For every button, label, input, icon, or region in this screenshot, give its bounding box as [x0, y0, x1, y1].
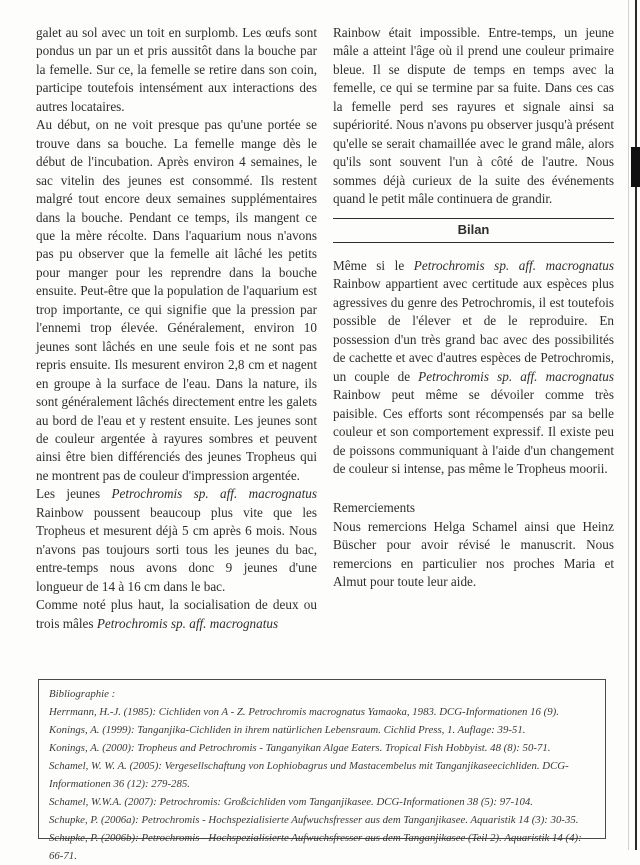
section-heading-block	[333, 218, 614, 243]
acknowledgements-heading: Remerciements	[333, 500, 416, 516]
paragraph-incubation: Au début, on ne voit presque pas qu'une portée se trouve dans sa bouche. La femelle mange dès le début de l'incubation. Après environ 4 semaines, le sac vitelin des jeunes est consommé. Ils restent malgré tout encore deux semaines supplémentaires dans la bouche. Pendant ce temps, ils mangent ce que la mère récolte. Dans l'aquarium nous n'avons pas pu observer que la femelle ait lâché les petits pour manger pour les reprendre dans la bouche ensuite. Peut-être que la population de l'aquarium est trop importante, ce qui signifie que la pression par l'ennemi trop élevée. Généralement, environ 10 jeunes sont lâchés en une seule fois et ne sont pas repris ensuite. Ils mesurent environ 2,8 cm et nagent en groupe à la surface de l'eau. Dans la nature, ils sont généralement lâchés directement entre les galets au bord de l'eau et y restent ensuite. Les jeunes sont de couleur argentée à rayures sombres et peuvent ainsi être bien différenciés des jeunes Tropheus qui ne montrent pas de couleur d'impression argentée.	[36, 117, 317, 483]
scan-edge-line-dark	[635, 0, 637, 850]
species-name: Petrochromis sp. aff. macrognatus	[96, 615, 279, 631]
text-segment: Rainbow peut même se dévoiler comme très paisible. Ces efforts sont récompensés par sa belle couleur et son comportement expressif. Il existe peu de poissons communiquant à l'aide d'un changement de couleur si intense, pas même le Tropheus moorii.	[333, 387, 614, 476]
section-title-bilan: Bilan	[457, 221, 490, 237]
scan-edge-mark	[631, 147, 640, 187]
bibliography-entry: Konings, A. (1999): Tanganjika-Cichliden in ihrem natürlichen Lebensraum. Cichlid Press, 1. Auflage: 39-51.	[49, 724, 526, 736]
article-body	[36, 24, 614, 633]
bibliography-title: Bibliographie :	[49, 688, 116, 700]
right-column	[333, 24, 614, 633]
paragraph-acknowledgements: Nous remercions Helga Schamel ainsi que Heinz Büscher pour avoir révisé le manuscrit. Nous remercions en particulier nos proches Maria et Almut pour toute leur aide.	[333, 518, 614, 590]
species-name: Petrochromis sp. aff. macrognatus	[111, 486, 317, 502]
species-name: Petrochromis sp. aff. macrognatus	[418, 368, 614, 384]
text-segment: Comme noté plus haut, la socialisation de deux ou trois mâles	[36, 597, 317, 631]
paragraph-male-colour: Rainbow était impossible. Entre-temps, un jeune mâle a atteint l'âge où il prend une couleur primaire bleue. Il se dispute de temps en temps avec la femelle, ce qui se termine par sa fuite. Dans ces cas la femelle perd ses rayures et signale ainsi sa supériorité. Nous n'avons pu observer jusqu'à présent qu'elle se serait chamaillée avec le grand mâle, alors qu'ils sont souvent l'un à côté de l'autre. Nous sommes déjà curieux de la suite des événements quand le petit mâle continuera de grandir.	[333, 25, 614, 207]
text-segment: Même si le	[333, 257, 414, 273]
bibliography-entry: Konings, A. (2000): Tropheus and Petrochromis - Tanganyikan Algae Eaters. Tropical Fish Hobbyist. 48 (8): 50-71.	[49, 742, 551, 754]
paragraph-spawning: galet au sol avec un toit en surplomb. Les œufs sont pondus un par un et pris aussitôt dans la bouche par la femelle. Sur ce, la femelle se retire dans son coin, participe toutefois intensément aux interactions des autres locataires.	[36, 25, 317, 114]
bibliography-entry: Schupke, P. (2006a): Petrochromis - Hochspezialisierte Aufwuchsfresser aus dem Tanganjikasee. Aquaristik 14 (3): 30-35.	[49, 814, 579, 826]
text-segment: Rainbow poussent beaucoup plus vite que les Tropheus et mesurent déjà 5 cm après 6 mois. Nous n'avons pas toujours sorti tous les jeunes du bac, entre-temps nous avons donc 9 jeunes d'une longueur de 14 à 16 cm dans le bac.	[36, 504, 317, 594]
bibliography-entry: Herrmann, H.-J. (1985): Cichliden von A - Z. Petrochromis macrognatus Yamaoka, 1983. DCG-Informationen 16 (9).	[49, 706, 559, 718]
bibliography-entry: Schamel, W. W. A. (2005): Vergesellschaftung von Lophiobagrus und Mastacembelus mit Tanganjikaseecichliden. DCG-Informationen 36 (12): 279-285.	[49, 760, 569, 790]
text-segment: Rainbow appartient avec certitude aux espèces plus agressives du genre des Petrochromis, il est toutefois possible de l'élever et de le reproduire. En possession d'un très grand bac avec des possibilités de cachette et avec d'autres espèces de Petrochromis, un couple de	[333, 276, 614, 384]
text-segment: Les jeunes	[36, 486, 112, 502]
bibliography-box	[38, 679, 606, 862]
acknowledgements-block	[333, 499, 614, 591]
paragraph-socialisation	[36, 596, 317, 633]
heading-rule-bottom	[333, 242, 614, 243]
left-column	[36, 24, 317, 633]
species-name: Petrochromis sp. aff. macrognatus	[413, 257, 614, 273]
paragraph-conclusion	[333, 257, 614, 478]
bibliography-entry: Schamel, W.W.A. (2007): Petrochromis: Großcichliden vom Tanganjikasee. DCG-Informationen 38 (5): 97-104.	[49, 796, 533, 808]
paragraph-juveniles-growth	[36, 485, 317, 596]
scan-edge-line-light	[628, 0, 629, 850]
bibliography-entry: Schupke, P. (2006b): Petrochromis - Hochspezialisierte Aufwuchsfresser aus dem Tanganjikasee (Teil 2). Aquaristik 14 (4): 66-71.	[49, 832, 582, 862]
